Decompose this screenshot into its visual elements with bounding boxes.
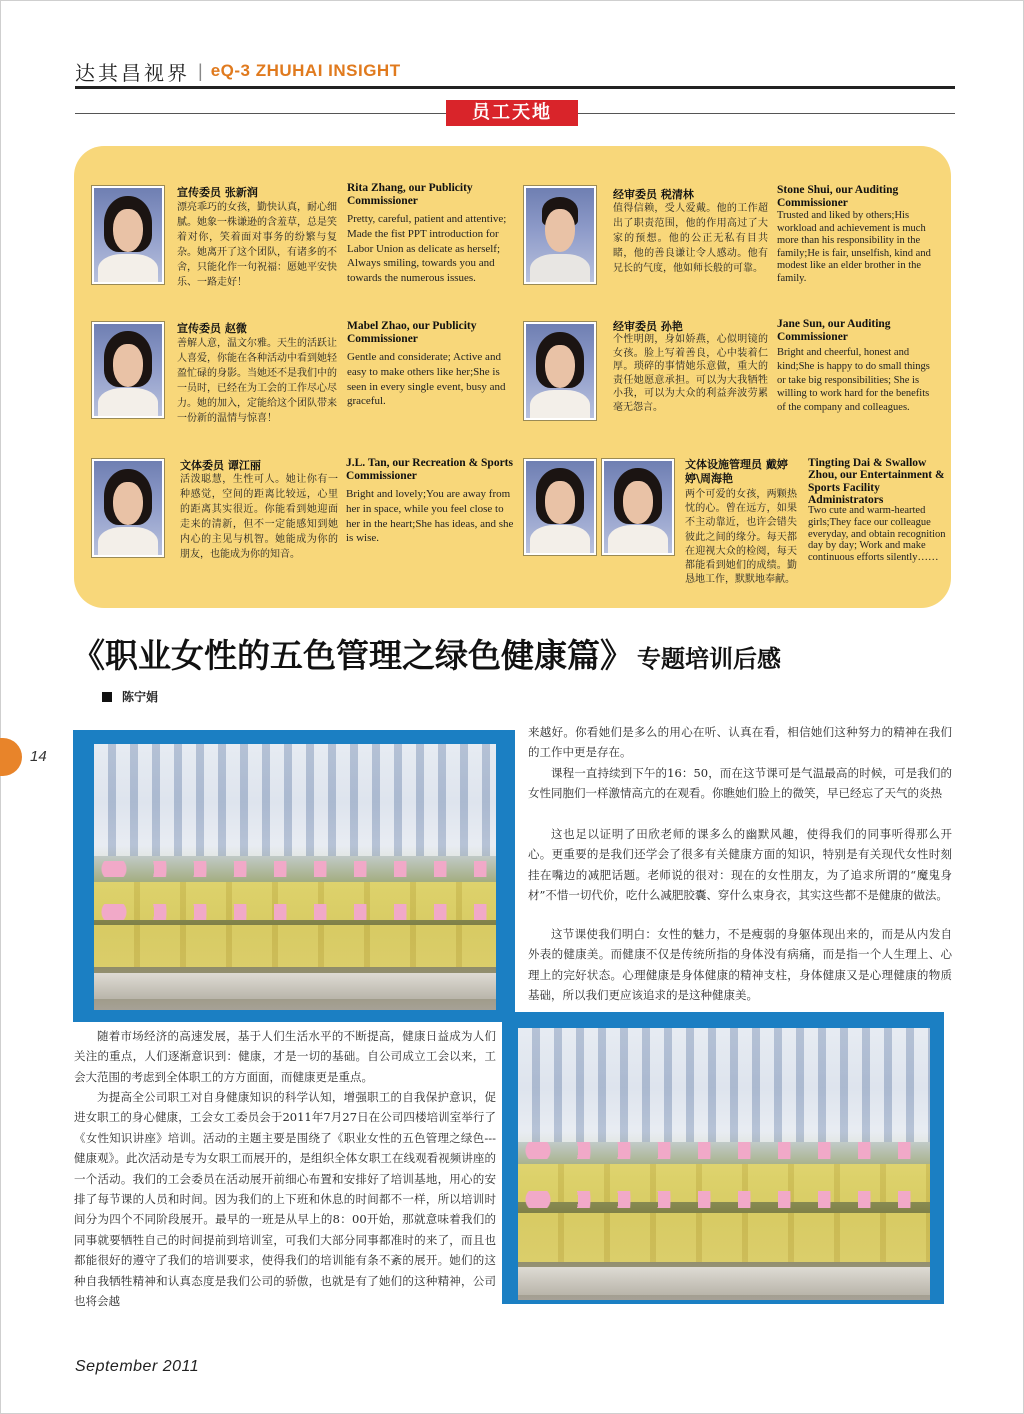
article-paragraph: 课程一直持续到下午的16：50，而在这节课可是气温最高的时候，可是我们的女性同胞们一样激情高亢的在观看。你瞧她们脸上的微笑，早已经忘了天气的炎热 — [528, 766, 952, 801]
training-photo-1 — [94, 744, 496, 1010]
page-number: 14 — [30, 748, 47, 765]
member-photo-rita-zhang — [92, 186, 164, 284]
byline — [102, 688, 158, 705]
member-en-text: Bright and lovely;You are away from her in space, while you feel close to her in the heart;She has ideas, and she is wise. — [346, 488, 514, 545]
member-photo-jane-sun — [524, 322, 596, 420]
member-photo-mabel-zhao — [92, 322, 164, 418]
training-photo-2 — [518, 1028, 930, 1300]
article-headline — [72, 630, 962, 682]
headline-sub: 专题培训后感 — [637, 644, 781, 673]
member-photo-swallow-zhou — [602, 459, 674, 555]
author-name: 陈宁娟 — [122, 690, 159, 704]
member-cn-text: 善解人意，温文尔雅。天生的活跃让人喜爱，你能在各种活动中看到她轻盈忙碌的身影。当她还不是我们中的一员时，已经在为工会的工作尽心尽力。她的加入，定能给这个团队带来一份新的温情与惊喜！ — [177, 338, 337, 424]
member-cn-title: 宣传委员 张新润 — [177, 186, 258, 199]
member-cn-title: 经审委员 孙艳 — [613, 320, 683, 333]
member-photo-tingting-dai — [524, 459, 596, 555]
member-en-title: J.L. Tan, our Recreation & Sports Commissioner — [346, 457, 513, 482]
member-cn-text: 个性明朗，身如娇燕，心似明镜的女孩。脸上写着善良，心中装着仁厚。琐碎的事情她乐意做，重大的责任她愿意承担。可以为大我牺牲小我，可以为大众的利益奔波劳累毫无怨言。 — [613, 334, 768, 413]
member-en-text: Bright and cheerful, honest and kind;She is happy to do small things or take big responsibilities; She is willing to work hard for the benefits of the company and colleagues. — [777, 347, 930, 414]
byline-square-icon — [102, 692, 112, 702]
training-photo-frame-1 — [73, 730, 515, 1022]
member-en-text: Pretty, careful, patient and attentive; Made the fist PPT introduction for Labor Union as delicate as herself; Always smiling, towards you and towards the numerous issues. — [347, 213, 507, 285]
member-en-text: Two cute and warm-hearted girls;They face our colleague everyday, and obtain recognition day by day; Work and make continuous efforts silently…… — [808, 505, 946, 564]
issue-date: September 2011 — [75, 1358, 200, 1375]
member-en-title: Stone Shui, our Auditing Commissioner — [777, 184, 899, 209]
member-photo-stone-shui — [524, 186, 596, 284]
masthead — [75, 56, 955, 86]
header-rule — [75, 86, 955, 89]
headline-main: 《职业女性的五色管理之绿色健康篇》 — [72, 636, 633, 675]
member-en-title: Rita Zhang, our Publicity Commissioner — [347, 182, 473, 207]
masthead-separator: | — [198, 60, 203, 81]
member-en-title: Mabel Zhao, our Publicity Commissioner — [347, 320, 477, 345]
member-cn-text: 漂亮乖巧的女孩，勤快认真，耐心细腻。她象一株谦逊的含羞草，总是笑着对你，笑着面对事务的纷繁与复杂。她离开了这个团队，有诸多的不舍，只能化作一句祝福：愿她平安快乐、一路走好！ — [177, 202, 337, 288]
publication-title-en: eQ-3 ZHUHAI INSIGHT — [210, 61, 401, 80]
member-en-title: Tingting Dai & Swallow Zhou, our Entertainment & Sports Facility Administrators — [808, 457, 945, 507]
member-en-title: Jane Sun, our Auditing Commissioner — [777, 318, 891, 343]
member-cn-title: 文体委员 谭江丽 — [180, 459, 261, 472]
committee-panel — [74, 146, 951, 608]
article-paragraph: 来越好。你看她们是多么的用心在听、认真在看，相信她们这种努力的精神在我们的工作中更是存在。 — [528, 725, 952, 760]
member-cn-text: 两个可爱的女孩，两颗热忱的心。曾在远方，如果不主动靠近，也许会错失彼此之间的缘分。每天都在迎视大众的检阅，每天都能看到她们的成绩。勤恳地工作，默默地奉献。 — [685, 489, 797, 586]
member-en-text: Trusted and liked by others;His workload and achievement is much more than his responsibility in the family;He is fair, unselfish, kind and modest like an elder brother in the family. — [777, 210, 931, 284]
publication-title-cn: 达其昌视界 — [75, 60, 190, 85]
article-paragraph: 为提高全公司职工对自身健康知识的科学认知，增强职工的自我保护意识，促进女职工的身心健康，工会女工委员会于2011年7月27日在公司四楼培训室举行了《女性知识讲座》培训。活动的主题主要是围绕了《职业女性的五色管理之绿色---健康观》。此次活动是专为女职工而展开的，是组织全体女职工在线观看视频讲座的一个活动。我们的工会委员在活动展开前细心布置和安排好了培训基地，用心的安排了每节课的人员和时间。因为我们的上下班和休息的时间都不一样，所以培训时间分为四个不同阶段展开。最早的一班是从早上的8：00开始，那就意味着我们的同事就要牺牲自己的时间提前到培训室，可我们大部分同事都准时的来了，而且也都能很好的遵守了我们的培训要求，使得我们的培训能有条不紊的展开。她们的这种自我牺牲精神和认真态度是我们公司的骄傲，也就是有了她们的这种精神，公司也将会越 — [74, 1090, 496, 1309]
member-cn-title: 文体设施管理员 戴婷婷\周海艳 — [685, 458, 788, 485]
member-cn-text: 活泼聪慧，生性可人。她让你有一种感觉，空间的距离比较远，心里的距离其实很近。你能看到她迎面走来的清新，但不一定能感知到她内心的主见与机智。她能成为你的朋友，也能成为你的知音。 — [180, 474, 338, 560]
section-tag: 员工天地 — [446, 100, 578, 126]
member-cn-text: 值得信赖，受人爱戴。他的工作超出了职责范围，他的作用高过了大家的预想。他的公正无私有目共睹，他的善良谦让令人感动。他有兄长的气度，他如师长般的可靠。 — [613, 203, 768, 274]
article-paragraph: 这也足以证明了田欣老师的课多么的幽默风趣，使得我们的同事听得那么开心。更重要的是我们还学会了很多有关健康方面的知识，特别是有关现代女性时刻挂在嘴边的减肥话题。老师说的很对：现在的女性朋友，为了追求所谓的“魔鬼身材”不惜一切代价，吃什么减肥胶囊、穿什么束身衣，其实这些都不是健康的做法。 — [528, 827, 952, 903]
member-cn-title: 宣传委员 赵微 — [177, 322, 247, 335]
member-cn-title: 经审委员 税清林 — [613, 188, 694, 201]
article-paragraph: 这节课使我们明白：女性的魅力，不是瘦弱的身躯体现出来的，而是从内发自外表的健康美。而健康不仅是传统所指的身体没有病痛，而是指一个人生理上、心理上的完好状态。心理健康是身体健康的精神支柱，身体健康又是心理健康的物质基础，所以我们更应该追求的是这种健康美。 — [528, 927, 952, 1003]
training-photo-frame-2 — [502, 1012, 944, 1304]
member-en-text: Gentle and considerate; Active and easy to make others like her;She is seen in every single event, busy and graceful. — [347, 351, 506, 408]
article-paragraph: 随着市场经济的高速发展，基于人们生活水平的不断提高，健康日益成为人们关注的重点，人们逐渐意识到：健康，才是一切的基础。自公司成立工会以来，工会大范围的考虑到全体职工的方方面面，而健康更是重点。 — [74, 1029, 496, 1084]
member-photo-jl-tan — [92, 459, 164, 557]
